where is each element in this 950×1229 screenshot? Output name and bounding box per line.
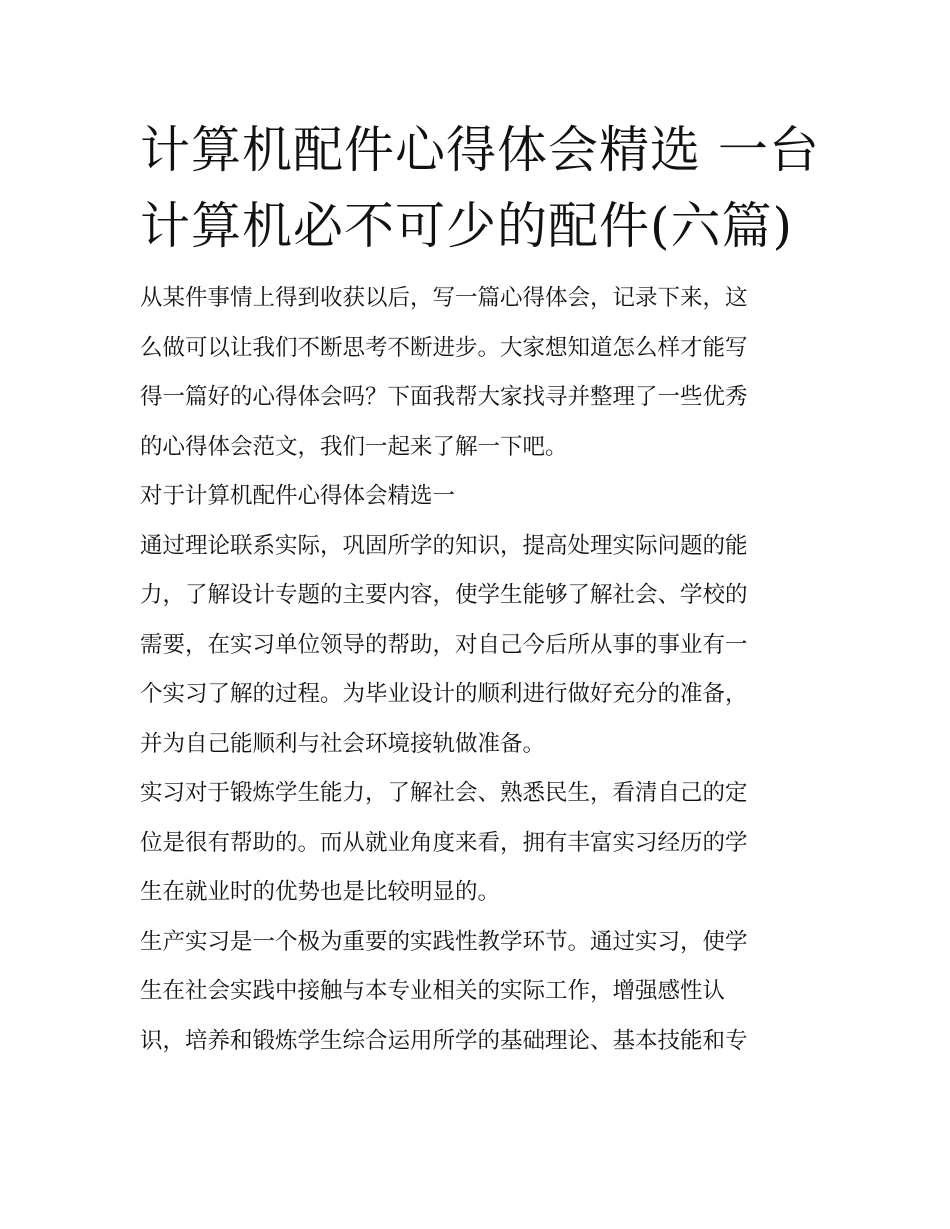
text-line: 实习对于锻炼学生能力，了解社会、熟悉民生，看清自己的定 <box>140 780 748 806</box>
intro-paragraph <box>140 274 812 472</box>
document-body <box>140 274 812 1066</box>
text-line: 位是很有帮助的。而从就业角度来看，拥有丰富实习经历的学 <box>140 829 748 856</box>
body-paragraph <box>140 769 812 918</box>
text-line: 得一篇好的心得体会吗？下面我帮大家找寻并整理了一些优秀 <box>140 384 748 410</box>
title-line: 计算机配件心得体会精选 一台 <box>140 121 820 179</box>
text-line: 需要，在实习单位领导的帮助，对自己今后所从事的事业有一 <box>140 631 748 658</box>
text-line: 从某件事情上得到收获以后，写一篇心得体会，记录下来，这 <box>140 285 748 311</box>
body-paragraph <box>140 522 812 770</box>
text-line: 的心得体会范文，我们一起来了解一下吧。 <box>140 433 568 460</box>
text-line: 生在就业时的优势也是比较明显的。 <box>140 879 501 905</box>
text-line: 么做可以让我们不断思考不断进步。大家想知道怎么样才能写 <box>140 334 748 361</box>
text-line: 生在社会实践中接触与本专业相关的实际工作，增强感性认 <box>140 978 726 1004</box>
title-line: 计算机必不可少的配件(六篇) <box>140 197 794 255</box>
section-heading <box>140 472 812 522</box>
text-line: 识，培养和锻炼学生综合运用所学的基础理论、基本技能和专 <box>140 1027 748 1054</box>
text-line: 力，了解设计专题的主要内容，使学生能够了解社会、学校的 <box>140 582 748 608</box>
text-line: 对于计算机配件心得体会精选一 <box>140 483 456 509</box>
text-line: 并为自己能顺利与社会环境接轨做准备。 <box>140 730 546 757</box>
document-title <box>140 112 820 264</box>
text-line: 个实习了解的过程。为毕业设计的顺利进行做好充分的准备， <box>140 681 748 707</box>
text-line: 生产实习是一个极为重要的实践性教学环节。通过实习，使学 <box>140 928 748 955</box>
body-paragraph <box>140 918 812 1067</box>
text-line: 通过理论联系实际，巩固所学的知识，提高处理实际问题的能 <box>140 532 748 559</box>
document-content <box>140 112 820 1066</box>
